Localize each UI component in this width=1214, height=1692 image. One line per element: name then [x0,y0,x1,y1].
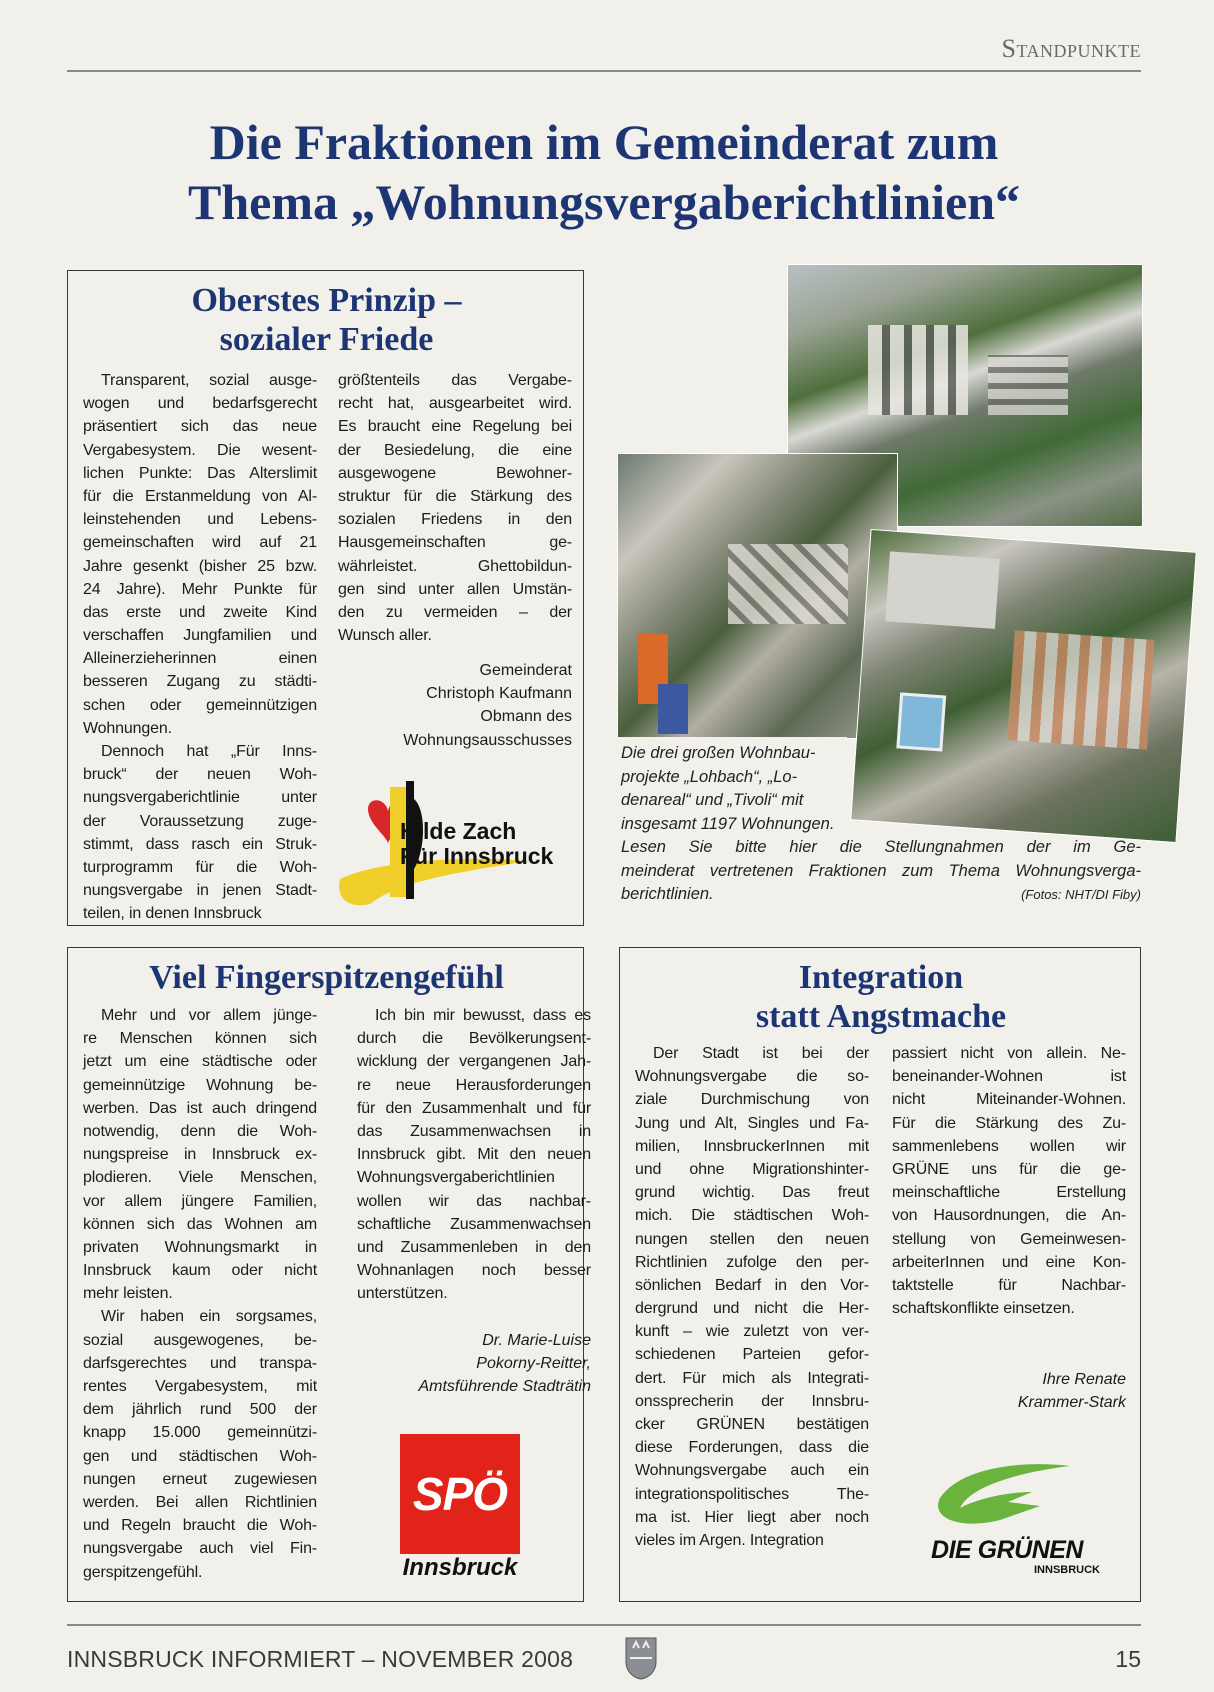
caption-line: Lesen Sie bitte hier die Stellungnahmen der im Ge- [621,838,1141,856]
text-line: unterstützen. [357,1285,448,1303]
text-line: Vergabesystem. Die wesent- [83,441,317,459]
text-line: sammenlebens wollen wir [892,1137,1126,1155]
text-line: integrationspolitisches The- [635,1485,869,1503]
section-label: Standpunkte [1001,34,1141,63]
text-line: schaftskonflikte einsetzen. [892,1300,1075,1318]
text-line: sozialen Friedens in den [338,511,572,529]
text-line: Alleinerzieherinnen einen [83,650,317,668]
text-line: Wohnungen. [83,719,172,737]
text-line: stimmt, dass rasch ein Struk- [83,835,317,853]
text-line: nungsvergaberichtlinie unter [83,789,317,807]
logo-text: SPÖ [412,1468,508,1520]
text-line: re neue Herausforderungen [357,1076,591,1094]
text-line: dergrund und nicht die Her- [635,1300,869,1318]
text-line: dem jährlich rund 500 der [83,1401,317,1419]
text-line: das Zusammenwachsen in [357,1122,591,1140]
text-line: privaten Wohnungsmarkt in [83,1238,317,1256]
text-line: beneinander-Wohnen ist [892,1068,1126,1086]
signature-line: Christoph Kaufmann [426,685,572,703]
text-line: Mehr und vor allem jünge- [101,1007,317,1024]
heading-line: Oberstes Prinzip – [191,282,462,319]
article-heading: Viel Fingerspitzengefühl [149,959,504,996]
logo-spoe [400,1434,520,1554]
aerial-photo-2 [617,453,898,739]
text-line: darfsgerechtes und transpa- [83,1354,317,1372]
text-line: sozial ausgewogenes, be- [83,1331,317,1349]
signature-line: Ihre Renate [1042,1371,1126,1388]
logo-subtext: INNSBRUCK [1034,1564,1100,1576]
signature-line: Krammer-Stark [1017,1394,1126,1412]
text-line: für die Erstanmeldung von Al- [83,487,317,505]
text-line: Es braucht eine Regelung bei [338,418,572,436]
text-line: GRÜNE uns für die ge- [892,1160,1126,1178]
text-line: ziale Durchmischung von [635,1091,869,1109]
coat-of-arms-icon [624,1636,658,1680]
text-line: meinschaftliche Erstellung [892,1184,1126,1202]
text-line: den zu vermeiden – der [338,603,572,621]
text-line: für den Zusammenhalt und für [357,1099,591,1117]
text-line: grund wichtig. Das freut [635,1184,869,1202]
text-line: nungen stellen den neuen [635,1230,869,1248]
text-line: gerspitzengefühl. [83,1563,203,1581]
text-line: währleistet. Ghettobildun- [338,557,572,575]
page-title-line-1: Die Fraktionen im Gemeinderat zum [209,114,999,170]
text-line: ausgewogene Bewohner- [338,464,572,482]
caption-line: insgesamt 1197 Wohnungen. [621,814,835,833]
text-line: onssprecherin der Innsbru- [635,1392,869,1410]
text-column-1 [635,1042,869,1552]
text-line: ma ist. Hier liegt aber noch [635,1508,869,1526]
text-line: größtenteils das Vergabe- [338,372,572,389]
logo-line: Für Innsbruck [400,843,554,869]
signature-line: Gemeinderat [479,662,572,679]
caption-line: denareal“ und „Tivoli“ mit [621,791,804,809]
logo-line: Hilde Zach [400,818,517,844]
signature [318,659,572,752]
signature-line: Obmann des [480,708,572,726]
text-line: wogen und bedarfsgerecht [83,395,317,413]
text-line: teilen, in denen Innsbruck [83,905,262,923]
text-line: Transparent, sozial ausge- [101,372,317,389]
text-line: sönlichen Bedarf in den Vor- [635,1276,869,1294]
text-line: und Regeln braucht die Woh- [83,1517,317,1535]
signature-line: Amtsführende Stadträtin [418,1378,591,1396]
text-line: vieles im Argen. Integration [635,1531,824,1549]
text-line: Für die Stärkung des Zu- [892,1114,1126,1132]
caption-line: projekte „Lohbach“, „Lo- [621,767,798,786]
text-line: recht hat, ausgearbeitet wird. [338,395,572,413]
gruene-logo-icon [920,1458,1090,1538]
text-line: stellung von Gemeinwesen- [892,1230,1126,1248]
text-line: der Besiedelung, die eine [338,441,572,459]
signature-line: Wohnungsausschusses [403,731,572,749]
text-line: re Menschen können sich [83,1030,317,1048]
text-line: rentes Vergabesystem, mit [83,1378,317,1395]
text-line: nicht Miteinander-Wohnen. [892,1091,1126,1109]
heading-line: statt Angstmache [755,998,1007,1035]
text-line: werden. Bei allen Richtlinien [83,1493,317,1511]
heading-line: sozialer Friede [219,321,434,358]
page-number: 15 [1115,1646,1141,1672]
text-line: werben. Das ist auch dringend [83,1099,317,1117]
text-line: schen oder gemeinnützigen [83,696,317,714]
text-line: Wohnungsvergabe auch ein [635,1462,869,1480]
text-line: Wohnungsvergaberichtlinien [357,1169,555,1187]
page-title-line-2: Thema „Wohnungsvergaberichtlinien“ [187,174,1021,230]
text-line: durch die Bevölkerungsent- [357,1030,591,1048]
text-line: Der Stadt ist bei der [653,1045,869,1062]
text-line: gemeinnützige Wohnung be- [83,1076,317,1094]
text-line: schaftliche Zusammenwachsen [357,1215,591,1233]
text-line: Wir haben ein sorgsames, [101,1308,317,1326]
text-line: turprogramm für die Woh- [83,858,317,876]
text-line: milien, InnsbruckerInnen mit [635,1137,869,1155]
text-line: präsentiert sich das neue [83,418,317,436]
text-line: gen sind unter allen Umstän- [338,580,572,598]
text-line: vor allem jüngere Familien, [83,1192,317,1210]
caption-line: Die drei großen Wohnbau- [621,744,816,762]
text-line: und ohne Migrationshinter- [635,1160,869,1178]
text-line: taktstelle für Nachbar- [892,1276,1126,1294]
text-line: wicklung der vergangenen Jah- [357,1053,591,1071]
text-line: Dennoch hat „Für Inns- [101,743,317,760]
text-column-2 [892,1042,1126,1320]
text-line: nungspreise in Innsbruck ex- [83,1146,317,1164]
heading-line: Integration [798,959,964,996]
text-line: Wunsch aller. [338,627,432,645]
text-line: leinstehenden und Lebens- [83,511,317,529]
publication-name: INNSBRUCK INFORMIERT – NOVEMBER 2008 [67,1646,574,1672]
text-line: Jahre gesenkt (bisher 25 bzw. [83,557,317,575]
text-line: Innsbruck kaum oder nicht [83,1262,317,1280]
text-line: dert. Für mich als Integrati- [635,1369,869,1387]
text-line: nungen erneut zugewiesen [83,1470,317,1488]
text-line: Richtlinien zufolge den per- [635,1253,869,1271]
logo-hilde-zach-fuer-innsbruck [330,769,580,914]
article-heading [620,958,1142,1036]
signature [318,1329,591,1399]
text-line: Innsbruck gibt. Mit den neuen [357,1146,591,1164]
text-line: besseren Zugang zu städti- [83,673,317,691]
caption-line: meinderat vertretenen Fraktionen zum Thema Wohnungsverga- [621,861,1141,880]
signature [880,1368,1126,1414]
text-line: diese Forderungen, dass die [635,1439,869,1457]
text-line: Wohnanlagen noch besser [357,1262,591,1280]
article-box-spoe [67,947,591,1602]
text-line: verschaffen Jungfamilien und [83,627,317,645]
text-column-2 [338,369,572,647]
text-line: jetzt um eine städtische oder [83,1053,317,1071]
text-line: wollen wir das nachbar- [357,1192,591,1210]
text-column-1 [83,369,317,926]
signature-line: Dr. Marie-Luise [482,1332,591,1349]
text-line: lichen Punkte: Das Alterslimit [83,464,317,482]
text-line: notwendig, denn die Woh- [83,1122,317,1140]
text-line: mehr leisten. [83,1285,173,1303]
text-line: cker GRÜNEN bestätigen [635,1416,869,1433]
signature-line: Pokorny-Reitter, [476,1355,591,1373]
text-line: passiert nicht von allein. Ne- [892,1045,1126,1062]
text-line: mich. Die städtischen Woh- [635,1207,869,1225]
text-line: kunft – wie zuletzt von ver- [635,1323,869,1341]
text-line: arbeiterInnen und eine Kon- [892,1253,1126,1271]
article-box-gruene [619,947,1141,1602]
text-column-1 [83,1004,317,1584]
text-line: plodieren. Viele Menschen, [83,1169,317,1187]
text-line: gen und städtischen Woh- [83,1447,317,1465]
caption-line: berichtlinien. [621,885,714,903]
header-rule [67,70,1141,72]
text-line: 24 Jahre). Mehr Punkte für [83,580,317,598]
text-line: der Voraussetzung zuge- [83,812,317,830]
footer-rule [67,1624,1141,1626]
text-column-2 [357,1004,591,1305]
photo-credit: (Fotos: NHT/DI Fiby) [1021,887,1141,902]
text-line: Ich bin mir bewusst, dass es [375,1007,591,1024]
text-line: Jung und Alt, Singles und Fa- [635,1114,869,1132]
text-line: von Hausordnungen, die An- [892,1207,1126,1225]
text-line: bruck“ der neuen Woh- [83,766,317,784]
text-line: das erste und zweite Kind [83,603,317,621]
text-line: Hausgemeinschaften ge- [338,534,572,552]
text-line: Wohnungsvergabe die so- [635,1068,869,1086]
photo-caption [621,742,1141,907]
logo-subtext: Innsbruck [402,1554,518,1581]
text-line: und Zusammenleben in den [357,1238,591,1256]
text-line: nungsvergabe auch viel Fin- [83,1540,317,1558]
logo-text [400,819,553,869]
article-heading [68,281,585,359]
text-line: nungsvergabe in jenen Stadt- [83,882,317,900]
text-line: struktur für die Stärkung des [338,487,572,505]
text-line: knapp 15.000 gemeinnützi- [83,1424,317,1442]
article-box-fuer-innsbruck [67,270,584,926]
text-line: schiedenen Parteien gefor- [635,1346,869,1364]
text-line: gemeinschaften wird auf 21 [83,534,317,552]
text-line: können sich das Wohnen am [83,1215,317,1233]
logo-text: DIE GRÜNEN [931,1536,1083,1564]
